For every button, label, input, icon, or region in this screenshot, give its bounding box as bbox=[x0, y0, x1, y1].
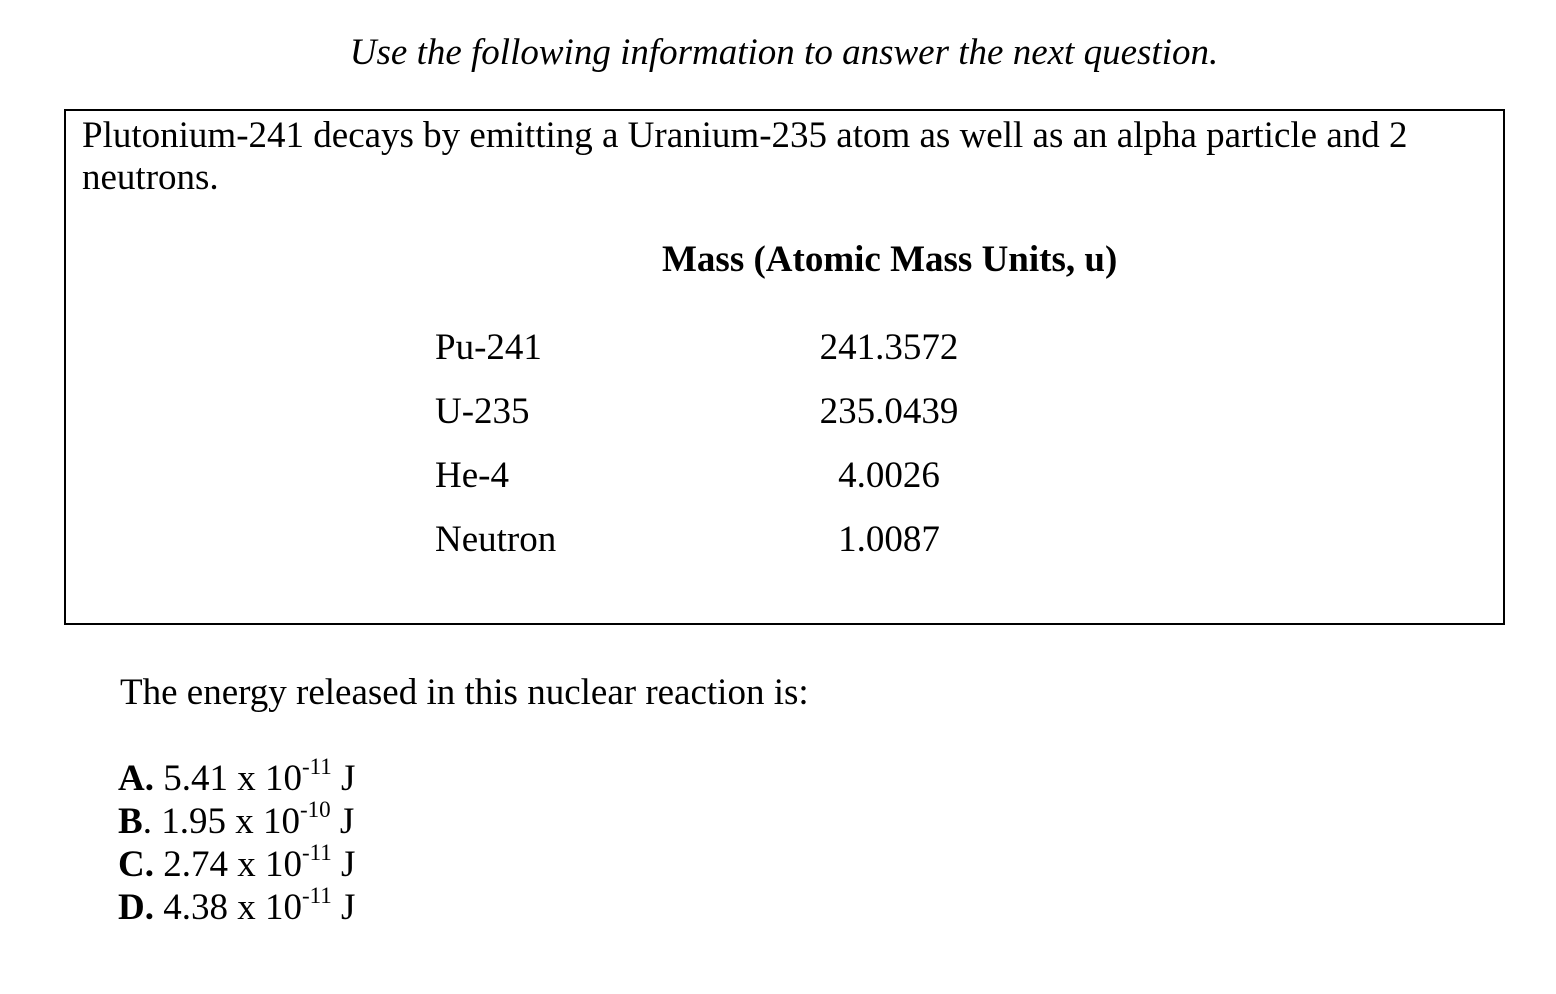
option-letter: B bbox=[118, 801, 143, 842]
option-letter: C. bbox=[118, 844, 154, 885]
option-a bbox=[118, 753, 356, 800]
option-d bbox=[118, 882, 356, 929]
instruction-text: Use the following information to answer the next question. bbox=[349, 32, 1219, 73]
option-unit: J bbox=[331, 887, 356, 928]
option-letter: A. bbox=[118, 758, 154, 799]
information-box bbox=[64, 109, 1505, 625]
option-b bbox=[118, 796, 355, 843]
option-unit: J bbox=[330, 801, 355, 842]
particle-mass: 235.0439 bbox=[819, 391, 959, 432]
option-mantissa: 1.95 x 10 bbox=[151, 801, 300, 842]
option-mantissa: 5.41 x 10 bbox=[153, 758, 302, 799]
particle-mass: 241.3572 bbox=[819, 327, 959, 368]
option-mantissa: 2.74 x 10 bbox=[153, 844, 302, 885]
option-exponent: -11 bbox=[301, 839, 332, 865]
option-mantissa: 4.38 x 10 bbox=[153, 887, 302, 928]
particle-mass: 4.0026 bbox=[838, 455, 940, 496]
option-c bbox=[118, 839, 356, 886]
option-letter-period: . bbox=[142, 801, 152, 842]
option-exponent: -11 bbox=[301, 882, 332, 908]
option-unit: J bbox=[331, 844, 356, 885]
answer-options bbox=[118, 753, 356, 929]
question-stem: Plutonium-241 decays by emitting a Uranium-235 atom as well as an alpha particle and 2 neutrons. bbox=[82, 115, 1408, 198]
particle-name: He-4 bbox=[435, 455, 509, 496]
mass-table-header: Mass (Atomic Mass Units, u) bbox=[662, 239, 1118, 280]
particle-mass: 1.0087 bbox=[838, 519, 940, 560]
option-letter: D. bbox=[118, 887, 154, 928]
particle-name: Neutron bbox=[435, 519, 557, 560]
table-row bbox=[66, 325, 1503, 371]
table-row bbox=[66, 389, 1503, 435]
question-prompt: The energy released in this nuclear reaction is: bbox=[120, 672, 809, 713]
particle-name: U-235 bbox=[435, 391, 530, 432]
table-row bbox=[66, 517, 1503, 563]
option-exponent: -10 bbox=[299, 796, 331, 822]
particle-name: Pu-241 bbox=[435, 327, 542, 368]
option-unit: J bbox=[331, 758, 356, 799]
table-row bbox=[66, 453, 1503, 499]
option-exponent: -11 bbox=[301, 753, 332, 779]
